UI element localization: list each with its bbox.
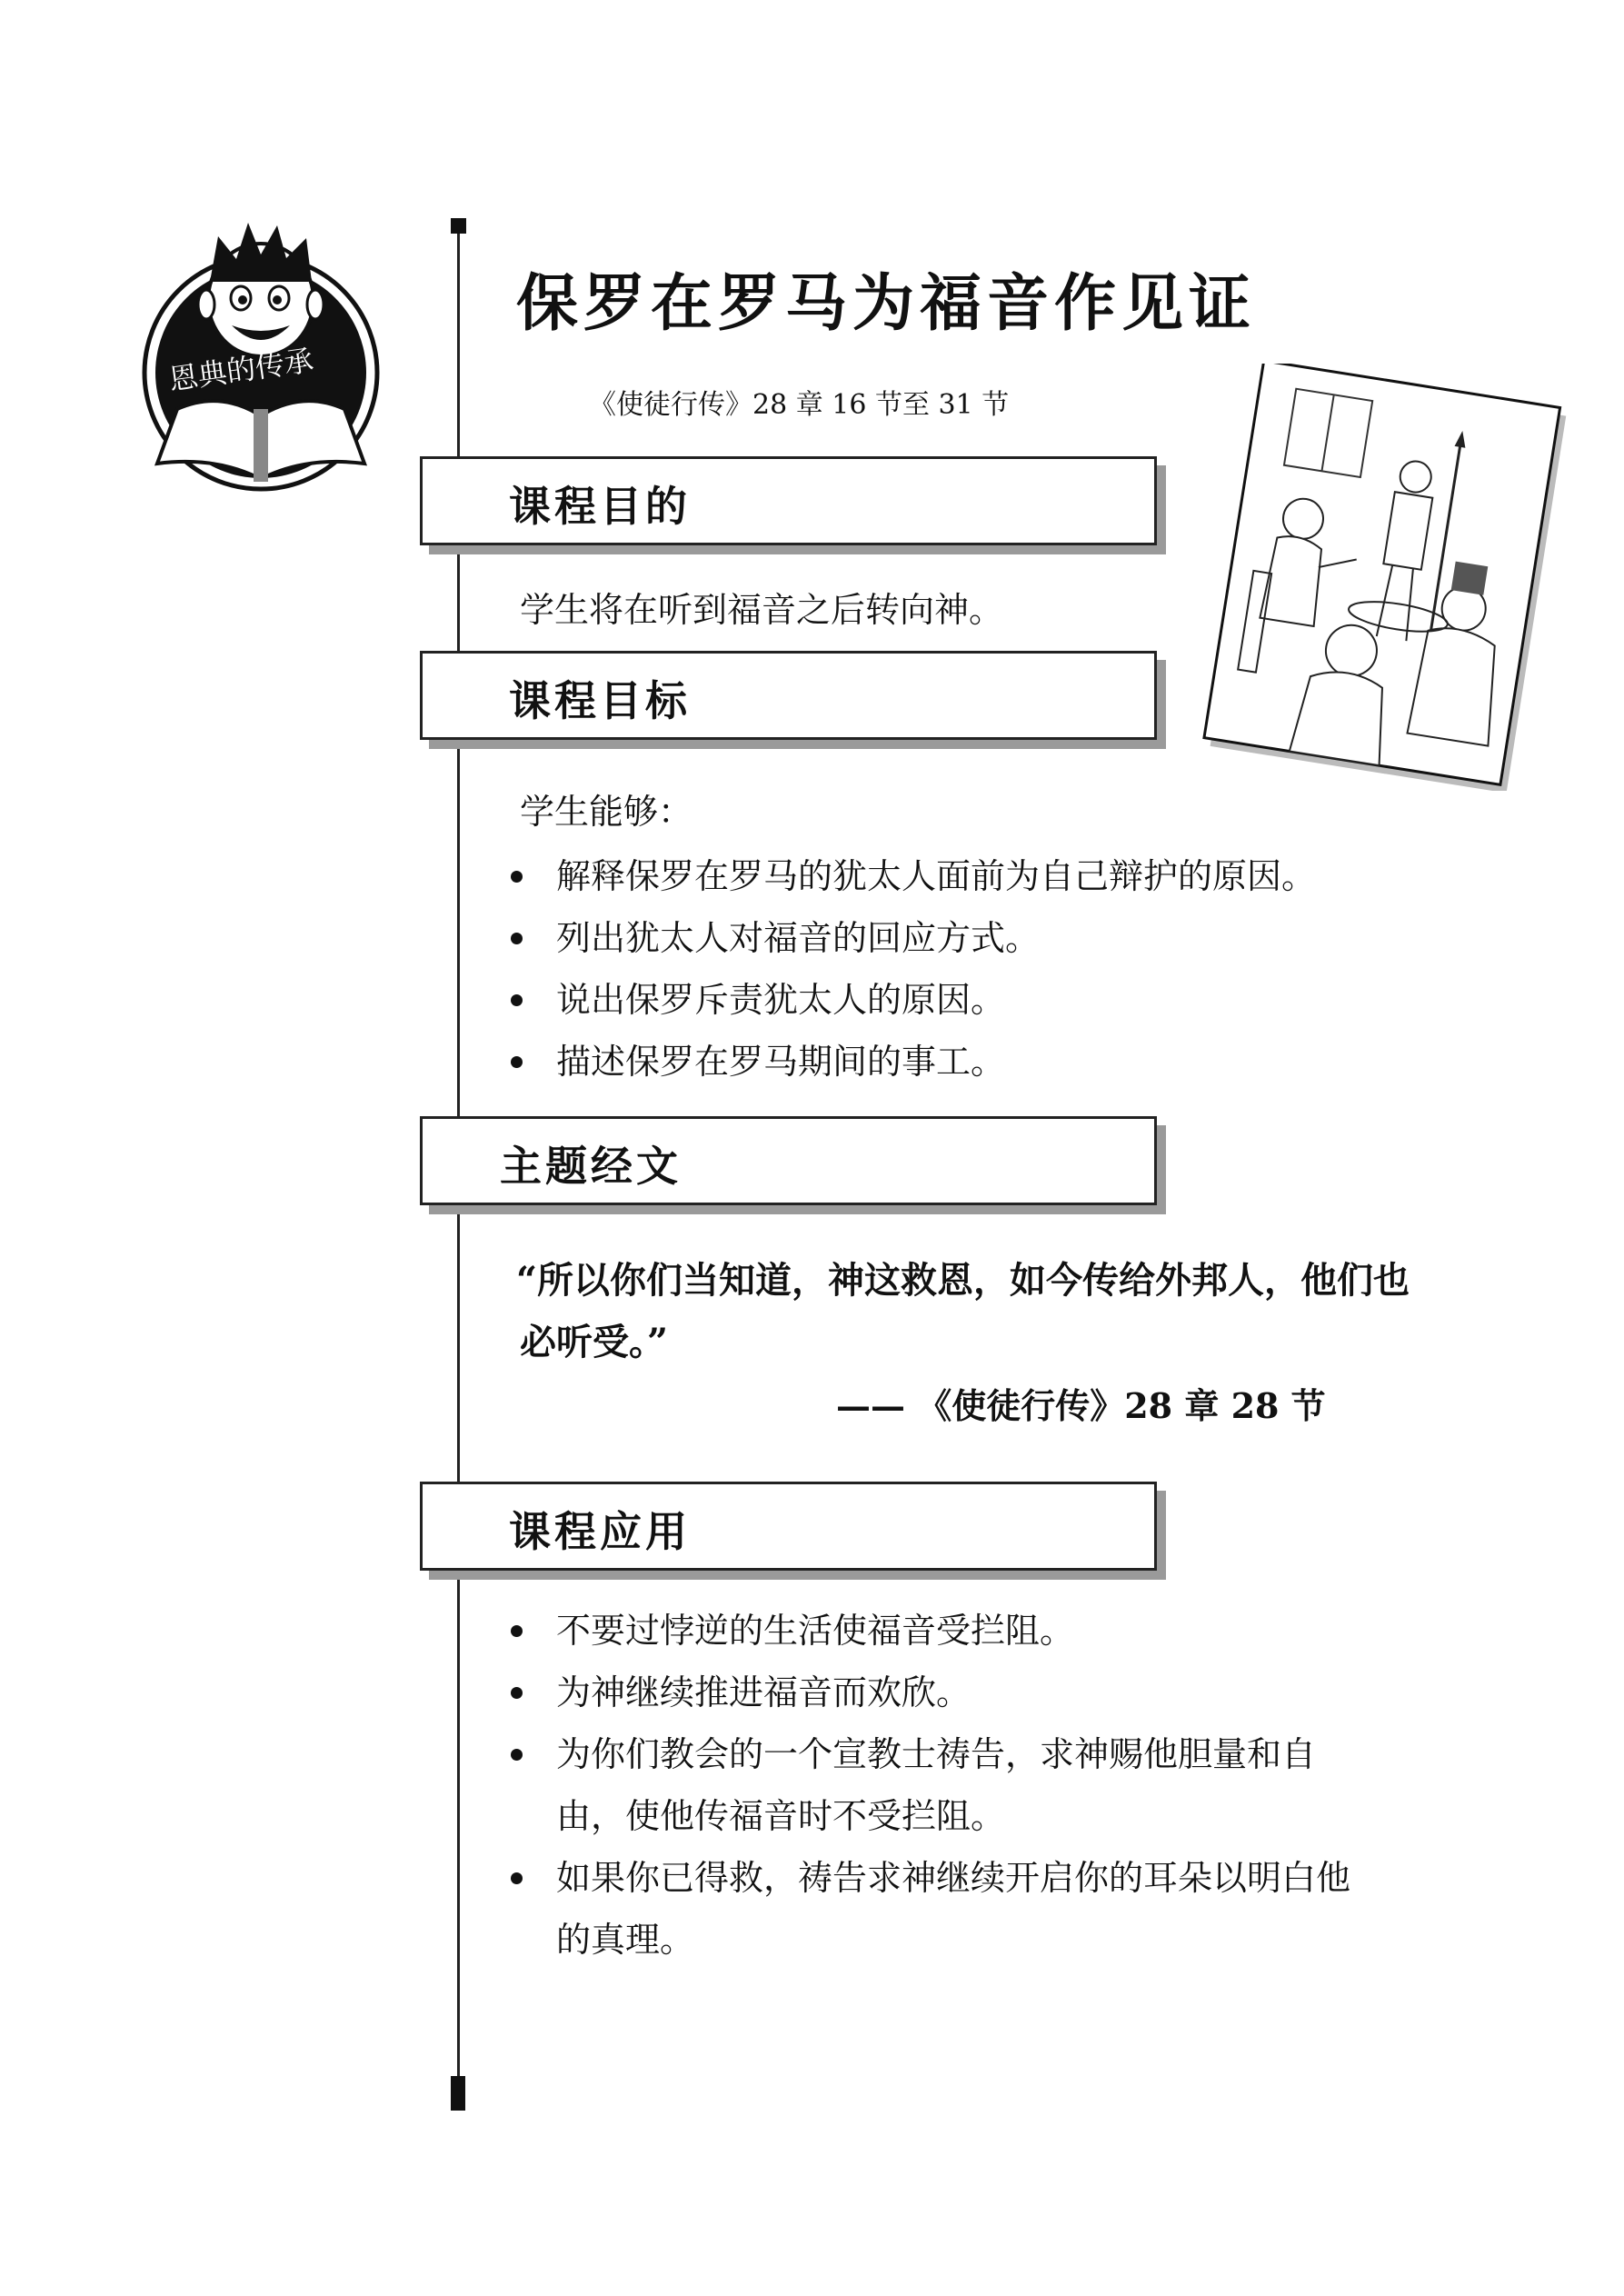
application-item: 为你们教会的一个宣教士祷告，求神赐他胆量和自 由，使他传福音时不受拦阻。: [502, 1723, 1350, 1847]
section-header-purpose-label: 课程目的: [509, 482, 691, 531]
section-header-key-verse-label: 主题经文: [500, 1142, 682, 1191]
page-title: 保罗在罗马为福音作见证: [516, 267, 1257, 340]
application-list: [502, 1600, 1350, 1971]
scripture-reference: 《使徒行传》28 章 16 节至 31 节: [589, 389, 1010, 421]
objectives-list: [502, 845, 1316, 1093]
application-item: 不要过悖逆的生活使福音受拦阻。: [502, 1600, 1350, 1662]
section-header-application: [420, 1482, 1157, 1571]
bullet-icon: [511, 994, 523, 1006]
bullet-icon: [511, 1872, 523, 1884]
section-header-objectives: [420, 651, 1157, 740]
objective-item: 解释保罗在罗马的犹太人面前为自己辩护的原因。: [502, 845, 1316, 907]
bullet-icon: [511, 1749, 523, 1761]
section-header-application-label: 课程应用: [509, 1507, 691, 1556]
timeline-top-cap: [451, 218, 466, 234]
lesson-illustration: [1195, 364, 1568, 791]
bullet-icon: [511, 1056, 523, 1068]
bullet-icon: [511, 871, 523, 883]
timeline-bottom-cap: [451, 2076, 465, 2111]
section-header-key-verse: [420, 1116, 1157, 1205]
bullet-icon: [511, 1687, 523, 1699]
section-header-purpose: [420, 456, 1157, 545]
application-item: 如果你已得救，祷告求神继续开启你的耳朵以明白他 的真理。: [502, 1847, 1350, 1971]
objectives-intro: 学生能够：: [520, 792, 693, 832]
bullet-icon: [511, 1625, 523, 1637]
objective-item: 描述保罗在罗马期间的事工。: [502, 1031, 1316, 1093]
application-item: 为神继续推进福音而欢欣。: [502, 1662, 1350, 1723]
objective-item: 列出犹太人对福音的回应方式。: [502, 907, 1316, 969]
purpose-text: 学生将在听到福音之后转向神。: [520, 590, 1004, 630]
section-header-objectives-label: 课程目标: [509, 676, 691, 725]
logo: [141, 218, 382, 509]
logo-text: 恩典的传承: [166, 343, 316, 397]
key-verse-reference: —— 《使徒行传》28 章 28 节: [836, 1385, 1326, 1426]
bullet-icon: [511, 933, 523, 944]
paul-scene-illustration: [1195, 364, 1568, 791]
objective-item: 说出保罗斥责犹太人的原因。: [502, 969, 1316, 1031]
key-verse-line-1: “所以你们当知道，神这救恩，如今传给外邦人，他们也: [516, 1259, 1410, 1302]
key-verse-text: [516, 1250, 1410, 1373]
key-verse-line-2: 必听受。”: [520, 1321, 669, 1363]
